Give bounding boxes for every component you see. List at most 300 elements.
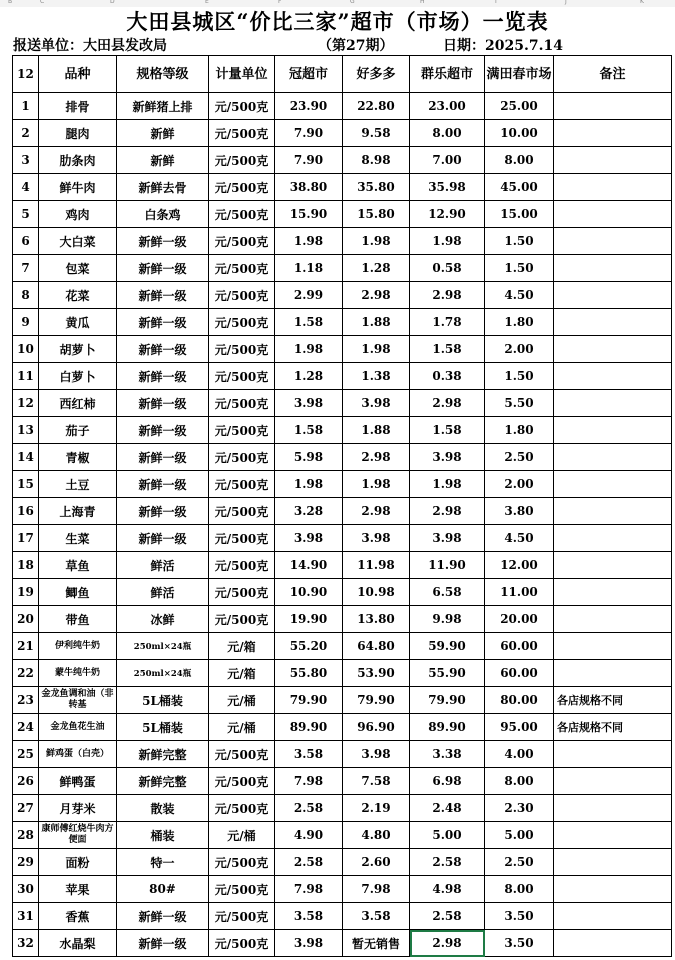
table-cell[interactable] bbox=[554, 930, 672, 957]
column-header-cell[interactable]: 好多多 bbox=[343, 56, 410, 93]
table-cell[interactable]: 31 bbox=[13, 903, 39, 930]
table-cell[interactable]: 2.30 bbox=[485, 795, 554, 822]
table-cell[interactable]: 80# bbox=[117, 876, 209, 903]
table-cell[interactable]: 19.90 bbox=[275, 606, 343, 633]
table-cell[interactable]: 黄瓜 bbox=[39, 309, 117, 336]
column-letter[interactable]: H bbox=[420, 0, 425, 5]
table-cell[interactable]: 6.58 bbox=[410, 579, 485, 606]
table-cell[interactable]: 6 bbox=[13, 228, 39, 255]
table-cell[interactable]: 元/500克 bbox=[209, 147, 275, 174]
table-cell[interactable] bbox=[554, 849, 672, 876]
table-cell[interactable]: 2.98 bbox=[410, 930, 485, 957]
table-cell[interactable]: 7.98 bbox=[275, 876, 343, 903]
table-cell[interactable]: 3.28 bbox=[275, 498, 343, 525]
column-header-strip[interactable] bbox=[0, 0, 675, 7]
table-cell[interactable]: 79.90 bbox=[275, 687, 343, 714]
table-cell[interactable]: 0.38 bbox=[410, 363, 485, 390]
table-cell[interactable]: 茄子 bbox=[39, 417, 117, 444]
table-cell[interactable]: 9.98 bbox=[410, 606, 485, 633]
table-cell[interactable]: 元/500克 bbox=[209, 336, 275, 363]
table-cell[interactable]: 肋条肉 bbox=[39, 147, 117, 174]
table-cell[interactable]: 1.18 bbox=[275, 255, 343, 282]
table-cell[interactable]: 2 bbox=[13, 120, 39, 147]
column-header-cell[interactable]: 规格等级 bbox=[117, 56, 209, 93]
table-cell[interactable]: 11 bbox=[13, 363, 39, 390]
table-cell[interactable] bbox=[554, 255, 672, 282]
column-letter[interactable]: D bbox=[110, 0, 115, 5]
column-letter[interactable]: G bbox=[350, 0, 355, 5]
table-cell[interactable]: 24 bbox=[13, 714, 39, 741]
table-cell[interactable]: 花菜 bbox=[39, 282, 117, 309]
table-cell[interactable]: 64.80 bbox=[343, 633, 410, 660]
table-cell[interactable]: 7.90 bbox=[275, 120, 343, 147]
table-cell[interactable] bbox=[554, 795, 672, 822]
table-cell[interactable]: 3 bbox=[13, 147, 39, 174]
table-cell[interactable]: 腿肉 bbox=[39, 120, 117, 147]
table-cell[interactable]: 7.00 bbox=[410, 147, 485, 174]
table-cell[interactable]: 0.58 bbox=[410, 255, 485, 282]
table-cell[interactable]: 各店规格不同 bbox=[554, 714, 672, 741]
table-cell[interactable]: 3.58 bbox=[275, 741, 343, 768]
table-cell[interactable]: 元/500克 bbox=[209, 309, 275, 336]
table-cell[interactable]: 14 bbox=[13, 444, 39, 471]
table-cell[interactable]: 5L桶装 bbox=[117, 714, 209, 741]
table-cell[interactable]: 2.00 bbox=[485, 336, 554, 363]
table-cell[interactable]: 苹果 bbox=[39, 876, 117, 903]
table-cell[interactable]: 元/500克 bbox=[209, 390, 275, 417]
table-cell[interactable]: 1.58 bbox=[275, 309, 343, 336]
table-cell[interactable]: 新鲜一级 bbox=[117, 255, 209, 282]
table-cell[interactable]: 元/500克 bbox=[209, 255, 275, 282]
table-cell[interactable]: 元/500克 bbox=[209, 768, 275, 795]
table-cell[interactable]: 鲜鸡蛋（白壳） bbox=[39, 741, 117, 768]
table-cell[interactable]: 53.90 bbox=[343, 660, 410, 687]
table-cell[interactable]: 29 bbox=[13, 849, 39, 876]
table-cell[interactable]: 12.90 bbox=[410, 201, 485, 228]
table-cell[interactable]: 4.00 bbox=[485, 741, 554, 768]
table-cell[interactable]: 4.80 bbox=[343, 822, 410, 849]
table-cell[interactable]: 1.50 bbox=[485, 255, 554, 282]
column-letter[interactable]: I bbox=[495, 0, 497, 5]
table-cell[interactable]: 5L桶装 bbox=[117, 687, 209, 714]
table-cell[interactable]: 元/500克 bbox=[209, 363, 275, 390]
table-cell[interactable]: 8.00 bbox=[485, 147, 554, 174]
table-cell[interactable] bbox=[554, 525, 672, 552]
table-cell[interactable]: 15.80 bbox=[343, 201, 410, 228]
table-cell[interactable]: 2.98 bbox=[410, 498, 485, 525]
table-cell[interactable]: 13.80 bbox=[343, 606, 410, 633]
table-cell[interactable]: 元/500克 bbox=[209, 741, 275, 768]
table-cell[interactable]: 14.90 bbox=[275, 552, 343, 579]
table-cell[interactable]: 新鲜一级 bbox=[117, 282, 209, 309]
table-cell[interactable]: 新鲜猪上排 bbox=[117, 93, 209, 120]
table-cell[interactable]: 带鱼 bbox=[39, 606, 117, 633]
table-cell[interactable]: 香蕉 bbox=[39, 903, 117, 930]
table-cell[interactable]: 5.98 bbox=[275, 444, 343, 471]
table-cell[interactable]: 3.80 bbox=[485, 498, 554, 525]
table-cell[interactable]: 1.98 bbox=[275, 336, 343, 363]
table-cell[interactable]: 6.98 bbox=[410, 768, 485, 795]
column-header-cell[interactable]: 计量单位 bbox=[209, 56, 275, 93]
table-cell[interactable]: 2.99 bbox=[275, 282, 343, 309]
table-cell[interactable] bbox=[554, 822, 672, 849]
table-cell[interactable]: 新鲜完整 bbox=[117, 741, 209, 768]
table-cell[interactable]: 35.80 bbox=[343, 174, 410, 201]
table-cell[interactable] bbox=[554, 93, 672, 120]
table-cell[interactable]: 13 bbox=[13, 417, 39, 444]
table-cell[interactable]: 23 bbox=[13, 687, 39, 714]
table-cell[interactable]: 3.50 bbox=[485, 903, 554, 930]
table-cell[interactable]: 土豆 bbox=[39, 471, 117, 498]
table-cell[interactable]: 96.90 bbox=[343, 714, 410, 741]
table-cell[interactable]: 新鲜一级 bbox=[117, 309, 209, 336]
column-letter[interactable]: F bbox=[278, 0, 282, 5]
table-cell[interactable]: 32 bbox=[13, 930, 39, 957]
table-cell[interactable]: 2.98 bbox=[343, 498, 410, 525]
table-cell[interactable]: 面粉 bbox=[39, 849, 117, 876]
table-cell[interactable]: 27 bbox=[13, 795, 39, 822]
table-cell[interactable]: 3.98 bbox=[343, 525, 410, 552]
row-header-strip[interactable] bbox=[0, 0, 11, 960]
table-cell[interactable]: 79.90 bbox=[410, 687, 485, 714]
table-cell[interactable]: 1.58 bbox=[275, 417, 343, 444]
table-cell[interactable]: 10.00 bbox=[485, 120, 554, 147]
table-cell[interactable]: 新鲜一级 bbox=[117, 417, 209, 444]
table-cell[interactable] bbox=[554, 633, 672, 660]
table-cell[interactable]: 5.50 bbox=[485, 390, 554, 417]
table-cell[interactable]: 250ml×24瓶 bbox=[117, 660, 209, 687]
table-cell[interactable] bbox=[554, 768, 672, 795]
table-cell[interactable] bbox=[554, 606, 672, 633]
table-cell[interactable]: 7.58 bbox=[343, 768, 410, 795]
table-cell[interactable]: 2.50 bbox=[485, 849, 554, 876]
table-cell[interactable]: 1.28 bbox=[343, 255, 410, 282]
table-cell[interactable]: 3.98 bbox=[275, 390, 343, 417]
table-cell[interactable]: 元/箱 bbox=[209, 633, 275, 660]
table-cell[interactable]: 2.98 bbox=[410, 390, 485, 417]
table-cell[interactable]: 1.80 bbox=[485, 309, 554, 336]
column-letter[interactable]: E bbox=[205, 0, 209, 5]
table-cell[interactable] bbox=[554, 147, 672, 174]
table-cell[interactable]: 22 bbox=[13, 660, 39, 687]
table-cell[interactable]: 新鲜一级 bbox=[117, 390, 209, 417]
table-cell[interactable]: 排骨 bbox=[39, 93, 117, 120]
table-cell[interactable]: 元/500克 bbox=[209, 606, 275, 633]
table-cell[interactable]: 1.58 bbox=[410, 336, 485, 363]
table-cell[interactable] bbox=[554, 552, 672, 579]
table-cell[interactable]: 38.80 bbox=[275, 174, 343, 201]
table-cell[interactable]: 1 bbox=[13, 93, 39, 120]
table-cell[interactable] bbox=[554, 876, 672, 903]
table-cell[interactable]: 16 bbox=[13, 498, 39, 525]
column-header-cell[interactable]: 12 bbox=[13, 56, 39, 93]
table-cell[interactable]: 4.98 bbox=[410, 876, 485, 903]
table-cell[interactable]: 上海青 bbox=[39, 498, 117, 525]
table-cell[interactable]: 新鲜一级 bbox=[117, 498, 209, 525]
table-cell[interactable]: 新鲜一级 bbox=[117, 903, 209, 930]
table-cell[interactable]: 89.90 bbox=[410, 714, 485, 741]
table-cell[interactable]: 1.98 bbox=[343, 471, 410, 498]
column-letter[interactable]: C bbox=[40, 0, 45, 5]
table-cell[interactable]: 25.00 bbox=[485, 93, 554, 120]
table-cell[interactable]: 白萝卜 bbox=[39, 363, 117, 390]
table-cell[interactable]: 250ml×24瓶 bbox=[117, 633, 209, 660]
table-cell[interactable]: 15.00 bbox=[485, 201, 554, 228]
table-cell[interactable]: 55.80 bbox=[275, 660, 343, 687]
table-cell[interactable]: 20 bbox=[13, 606, 39, 633]
table-cell[interactable] bbox=[554, 660, 672, 687]
table-cell[interactable]: 5 bbox=[13, 201, 39, 228]
table-cell[interactable]: 60.00 bbox=[485, 633, 554, 660]
table-cell[interactable] bbox=[554, 741, 672, 768]
table-cell[interactable] bbox=[554, 363, 672, 390]
column-header-cell[interactable]: 群乐超市 bbox=[410, 56, 485, 93]
table-cell[interactable]: 8.00 bbox=[485, 768, 554, 795]
table-cell[interactable]: 2.19 bbox=[343, 795, 410, 822]
table-cell[interactable]: 23.90 bbox=[275, 93, 343, 120]
table-cell[interactable]: 西红柿 bbox=[39, 390, 117, 417]
table-cell[interactable]: 5.00 bbox=[485, 822, 554, 849]
table-cell[interactable]: 2.60 bbox=[343, 849, 410, 876]
column-letter[interactable]: K bbox=[640, 0, 644, 5]
table-cell[interactable]: 鸡肉 bbox=[39, 201, 117, 228]
table-cell[interactable]: 胡萝卜 bbox=[39, 336, 117, 363]
table-cell[interactable]: 18 bbox=[13, 552, 39, 579]
table-cell[interactable]: 元/500克 bbox=[209, 903, 275, 930]
table-cell[interactable]: 元/500克 bbox=[209, 498, 275, 525]
table-cell[interactable]: 21 bbox=[13, 633, 39, 660]
column-letter[interactable]: B bbox=[8, 0, 13, 5]
table-cell[interactable]: 2.48 bbox=[410, 795, 485, 822]
table-cell[interactable]: 2.98 bbox=[343, 282, 410, 309]
table-cell[interactable]: 1.98 bbox=[343, 336, 410, 363]
table-cell[interactable]: 2.58 bbox=[410, 849, 485, 876]
table-cell[interactable]: 35.98 bbox=[410, 174, 485, 201]
table-cell[interactable]: 20.00 bbox=[485, 606, 554, 633]
table-cell[interactable]: 元/500克 bbox=[209, 552, 275, 579]
table-cell[interactable]: 2.98 bbox=[410, 282, 485, 309]
table-cell[interactable]: 元/500克 bbox=[209, 525, 275, 552]
table-cell[interactable]: 17 bbox=[13, 525, 39, 552]
table-cell[interactable]: 青椒 bbox=[39, 444, 117, 471]
table-cell[interactable]: 散装 bbox=[117, 795, 209, 822]
table-cell[interactable]: 1.58 bbox=[410, 417, 485, 444]
table-cell[interactable]: 28 bbox=[13, 822, 39, 849]
table-cell[interactable]: 1.88 bbox=[343, 309, 410, 336]
table-cell[interactable]: 19 bbox=[13, 579, 39, 606]
table-cell[interactable]: 新鲜完整 bbox=[117, 768, 209, 795]
table-cell[interactable]: 12.00 bbox=[485, 552, 554, 579]
table-cell[interactable]: 4.50 bbox=[485, 282, 554, 309]
table-cell[interactable]: 蒙牛纯牛奶 bbox=[39, 660, 117, 687]
table-cell[interactable]: 4.50 bbox=[485, 525, 554, 552]
table-cell[interactable]: 元/500克 bbox=[209, 201, 275, 228]
table-cell[interactable]: 1.38 bbox=[343, 363, 410, 390]
table-cell[interactable]: 元/500克 bbox=[209, 417, 275, 444]
table-cell[interactable]: 10.98 bbox=[343, 579, 410, 606]
table-cell[interactable]: 水晶梨 bbox=[39, 930, 117, 957]
table-cell[interactable]: 8.00 bbox=[410, 120, 485, 147]
table-cell[interactable]: 8 bbox=[13, 282, 39, 309]
table-cell[interactable]: 55.90 bbox=[410, 660, 485, 687]
table-cell[interactable] bbox=[554, 120, 672, 147]
table-cell[interactable]: 1.50 bbox=[485, 363, 554, 390]
table-cell[interactable]: 新鲜一级 bbox=[117, 525, 209, 552]
table-cell[interactable]: 1.80 bbox=[485, 417, 554, 444]
table-cell[interactable]: 79.90 bbox=[343, 687, 410, 714]
table-cell[interactable]: 元/500克 bbox=[209, 579, 275, 606]
table-cell[interactable]: 15 bbox=[13, 471, 39, 498]
table-cell[interactable]: 1.98 bbox=[275, 471, 343, 498]
table-cell[interactable]: 元/500克 bbox=[209, 228, 275, 255]
table-cell[interactable]: 3.98 bbox=[343, 390, 410, 417]
table-cell[interactable]: 伊利纯牛奶 bbox=[39, 633, 117, 660]
table-cell[interactable]: 2.58 bbox=[275, 795, 343, 822]
table-cell[interactable]: 鲫鱼 bbox=[39, 579, 117, 606]
table-cell[interactable]: 7.98 bbox=[343, 876, 410, 903]
table-cell[interactable]: 新鲜一级 bbox=[117, 363, 209, 390]
table-cell[interactable]: 26 bbox=[13, 768, 39, 795]
table-cell[interactable]: 10 bbox=[13, 336, 39, 363]
table-cell[interactable]: 3.98 bbox=[275, 930, 343, 957]
table-cell[interactable] bbox=[554, 228, 672, 255]
table-cell[interactable]: 大白菜 bbox=[39, 228, 117, 255]
table-cell[interactable]: 元/箱 bbox=[209, 660, 275, 687]
table-cell[interactable]: 3.98 bbox=[410, 525, 485, 552]
table-cell[interactable] bbox=[554, 498, 672, 525]
table-cell[interactable]: 7.98 bbox=[275, 768, 343, 795]
table-cell[interactable]: 鲜牛肉 bbox=[39, 174, 117, 201]
table-cell[interactable]: 5.00 bbox=[410, 822, 485, 849]
table-cell[interactable]: 3.98 bbox=[343, 741, 410, 768]
table-cell[interactable]: 9.58 bbox=[343, 120, 410, 147]
table-cell[interactable] bbox=[554, 336, 672, 363]
table-cell[interactable]: 22.80 bbox=[343, 93, 410, 120]
table-cell[interactable]: 特一 bbox=[117, 849, 209, 876]
table-cell[interactable]: 45.00 bbox=[485, 174, 554, 201]
table-cell[interactable]: 元/500克 bbox=[209, 444, 275, 471]
table-cell[interactable]: 草鱼 bbox=[39, 552, 117, 579]
table-cell[interactable]: 1.98 bbox=[275, 228, 343, 255]
table-cell[interactable]: 1.50 bbox=[485, 228, 554, 255]
table-cell[interactable]: 1.98 bbox=[410, 228, 485, 255]
table-cell[interactable]: 9 bbox=[13, 309, 39, 336]
table-cell[interactable]: 元/500克 bbox=[209, 930, 275, 957]
table-cell[interactable]: 3.58 bbox=[343, 903, 410, 930]
column-header-cell[interactable]: 品种 bbox=[39, 56, 117, 93]
table-cell[interactable]: 11.90 bbox=[410, 552, 485, 579]
table-cell[interactable] bbox=[554, 174, 672, 201]
table-cell[interactable]: 新鲜 bbox=[117, 147, 209, 174]
table-cell[interactable] bbox=[554, 579, 672, 606]
table-cell[interactable]: 新鲜一级 bbox=[117, 930, 209, 957]
table-cell[interactable]: 生菜 bbox=[39, 525, 117, 552]
table-cell[interactable] bbox=[554, 903, 672, 930]
table-cell[interactable] bbox=[554, 417, 672, 444]
table-cell[interactable]: 鲜鸭蛋 bbox=[39, 768, 117, 795]
table-cell[interactable]: 元/500克 bbox=[209, 876, 275, 903]
table-cell[interactable]: 新鲜去骨 bbox=[117, 174, 209, 201]
column-header-cell[interactable]: 冠超市 bbox=[275, 56, 343, 93]
table-cell[interactable]: 元/500克 bbox=[209, 849, 275, 876]
table-cell[interactable]: 2.98 bbox=[343, 444, 410, 471]
table-cell[interactable]: 新鲜一级 bbox=[117, 228, 209, 255]
table-cell[interactable]: 元/桶 bbox=[209, 687, 275, 714]
table-cell[interactable]: 新鲜一级 bbox=[117, 336, 209, 363]
table-cell[interactable]: 新鲜一级 bbox=[117, 444, 209, 471]
table-cell[interactable] bbox=[554, 201, 672, 228]
table-cell[interactable]: 4.90 bbox=[275, 822, 343, 849]
table-cell[interactable]: 鲜活 bbox=[117, 552, 209, 579]
table-cell[interactable]: 元/500克 bbox=[209, 282, 275, 309]
table-cell[interactable]: 2.58 bbox=[410, 903, 485, 930]
table-cell[interactable] bbox=[554, 309, 672, 336]
table-cell[interactable]: 8.00 bbox=[485, 876, 554, 903]
table-cell[interactable]: 包菜 bbox=[39, 255, 117, 282]
table-cell[interactable]: 12 bbox=[13, 390, 39, 417]
column-header-cell[interactable]: 备注 bbox=[554, 56, 672, 93]
table-cell[interactable]: 11.00 bbox=[485, 579, 554, 606]
table-cell[interactable]: 89.90 bbox=[275, 714, 343, 741]
table-cell[interactable]: 各店规格不同 bbox=[554, 687, 672, 714]
table-cell[interactable]: 元/500克 bbox=[209, 174, 275, 201]
table-cell[interactable]: 2.00 bbox=[485, 471, 554, 498]
table-cell[interactable]: 金龙鱼花生油 bbox=[39, 714, 117, 741]
table-cell[interactable]: 桶装 bbox=[117, 822, 209, 849]
table-cell[interactable] bbox=[554, 390, 672, 417]
table-cell[interactable]: 新鲜一级 bbox=[117, 471, 209, 498]
table-cell[interactable]: 2.50 bbox=[485, 444, 554, 471]
table-cell[interactable]: 冰鲜 bbox=[117, 606, 209, 633]
table-cell[interactable]: 金龙鱼调和油（非转基 bbox=[39, 687, 117, 714]
table-cell[interactable]: 60.00 bbox=[485, 660, 554, 687]
table-cell[interactable]: 1.88 bbox=[343, 417, 410, 444]
table-cell[interactable]: 元/500克 bbox=[209, 795, 275, 822]
table-cell[interactable]: 白条鸡 bbox=[117, 201, 209, 228]
table-cell[interactable]: 元/500克 bbox=[209, 93, 275, 120]
table-cell[interactable] bbox=[554, 471, 672, 498]
table-cell[interactable]: 3.38 bbox=[410, 741, 485, 768]
table-cell[interactable]: 元/500克 bbox=[209, 120, 275, 147]
table-cell[interactable]: 新鲜 bbox=[117, 120, 209, 147]
table-cell[interactable]: 15.90 bbox=[275, 201, 343, 228]
table-cell[interactable]: 55.20 bbox=[275, 633, 343, 660]
table-cell[interactable]: 3.98 bbox=[275, 525, 343, 552]
table-cell[interactable]: 元/500克 bbox=[209, 471, 275, 498]
table-cell[interactable]: 暂无销售 bbox=[343, 930, 410, 957]
column-header-cell[interactable]: 满田春市场 bbox=[485, 56, 554, 93]
table-cell[interactable]: 25 bbox=[13, 741, 39, 768]
table-cell[interactable]: 8.98 bbox=[343, 147, 410, 174]
table-cell[interactable]: 30 bbox=[13, 876, 39, 903]
table-cell[interactable] bbox=[554, 282, 672, 309]
table-cell[interactable]: 1.98 bbox=[343, 228, 410, 255]
table-cell[interactable]: 7 bbox=[13, 255, 39, 282]
table-cell[interactable]: 1.78 bbox=[410, 309, 485, 336]
column-letter[interactable]: J bbox=[565, 0, 567, 5]
table-cell[interactable]: 3.50 bbox=[485, 930, 554, 957]
table-cell[interactable]: 4 bbox=[13, 174, 39, 201]
table-cell[interactable]: 1.98 bbox=[410, 471, 485, 498]
table-cell[interactable]: 11.98 bbox=[343, 552, 410, 579]
table-cell[interactable]: 2.58 bbox=[275, 849, 343, 876]
table-cell[interactable]: 1.28 bbox=[275, 363, 343, 390]
table-cell[interactable]: 95.00 bbox=[485, 714, 554, 741]
table-cell[interactable]: 鲜活 bbox=[117, 579, 209, 606]
table-cell[interactable]: 23.00 bbox=[410, 93, 485, 120]
table-cell[interactable] bbox=[554, 444, 672, 471]
table-cell[interactable]: 月芽米 bbox=[39, 795, 117, 822]
